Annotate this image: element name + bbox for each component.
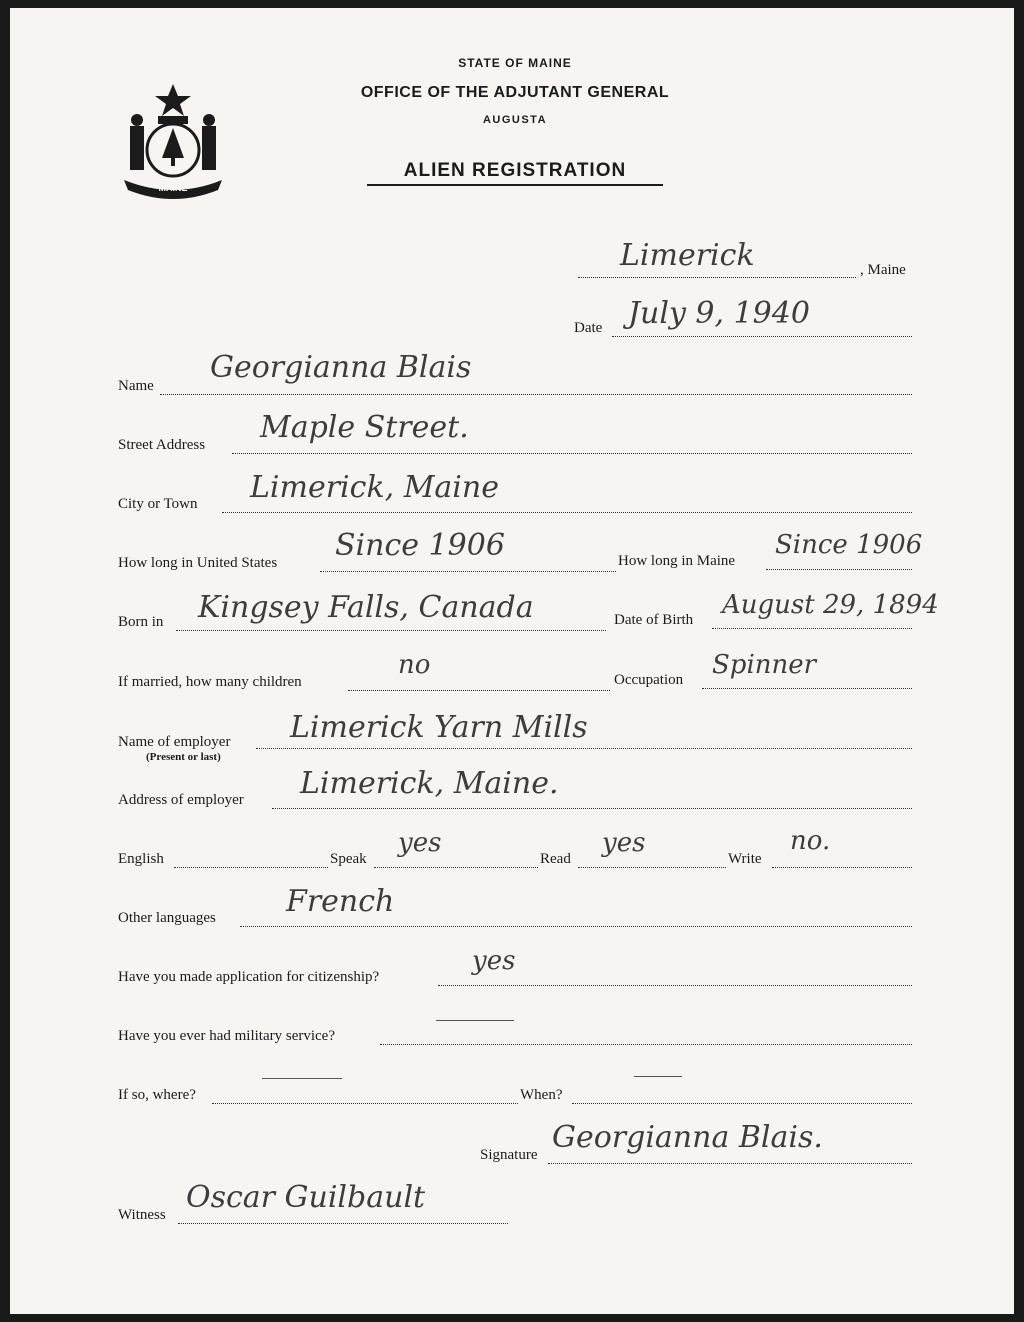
city-line	[222, 512, 912, 513]
speak-label: Speak	[330, 851, 367, 867]
town-line	[578, 277, 856, 278]
when-dash	[634, 1076, 682, 1077]
other-languages-label: Other languages	[118, 910, 216, 926]
form-title: ALIEN REGISTRATION	[367, 160, 663, 186]
witness-value: Oscar Guilbault	[186, 1180, 426, 1215]
children-line	[348, 690, 610, 691]
city-value: Limerick, Maine	[250, 470, 499, 505]
office-heading: OFFICE OF THE ADJUTANT GENERAL	[360, 84, 670, 101]
maine-duration-value: Since 1906	[775, 530, 923, 560]
seal-banner-text: MAINE	[158, 183, 188, 193]
when-line	[572, 1103, 912, 1104]
other-languages-value: French	[286, 884, 395, 919]
state-heading: STATE OF MAINE	[458, 56, 572, 70]
occupation-line	[702, 688, 912, 689]
where-label: If so, where?	[118, 1087, 196, 1103]
name-value: Georgianna Blais	[210, 350, 472, 385]
city-heading: AUGUSTA	[482, 114, 548, 126]
signature-line	[548, 1163, 912, 1164]
employer-value: Limerick Yarn Mills	[290, 710, 588, 745]
employer-sublabel: (Present or last)	[146, 751, 221, 763]
read-value: yes	[602, 828, 646, 858]
employer-line	[256, 748, 912, 749]
read-line	[578, 867, 726, 868]
date-label: Date	[574, 320, 603, 336]
street-label: Street Address	[118, 437, 206, 453]
when-label: When?	[520, 1087, 563, 1103]
birth-date-value: August 29, 1894	[722, 590, 939, 620]
read-label: Read	[540, 851, 571, 867]
form-page	[10, 8, 1014, 1314]
speak-line	[374, 867, 538, 868]
maine-duration-label: How long in Maine	[618, 553, 736, 569]
write-label: Write	[728, 851, 762, 867]
citizenship-value: yes	[472, 946, 516, 976]
witness-label: Witness	[118, 1207, 166, 1223]
speak-value: yes	[398, 828, 442, 858]
other-languages-line	[240, 926, 912, 927]
birthplace-label: Born in	[118, 614, 164, 630]
citizenship-line	[438, 985, 912, 986]
town-suffix: , Maine	[860, 262, 906, 278]
us-duration-label: How long in United States	[118, 555, 278, 571]
city-label: City or Town	[118, 496, 198, 512]
date-value: July 9, 1940	[628, 296, 810, 331]
occupation-value: Spinner	[712, 650, 817, 680]
where-line	[212, 1103, 518, 1104]
employer-address-value: Limerick, Maine.	[300, 766, 559, 801]
street-value: Maple Street.	[260, 410, 469, 445]
birth-date-line	[712, 628, 912, 629]
us-duration-line	[320, 571, 616, 572]
military-service-line	[380, 1044, 912, 1045]
children-value: no	[398, 650, 431, 680]
employer-label: Name of employer	[118, 734, 231, 750]
witness-line	[178, 1223, 508, 1224]
military-service-label: Have you ever had military service?	[118, 1028, 335, 1044]
signature-value: Georgianna Blais.	[552, 1120, 823, 1155]
military-service-dash	[436, 1020, 514, 1021]
street-line	[232, 453, 912, 454]
name-label: Name	[118, 378, 154, 394]
us-duration-value: Since 1906	[335, 528, 505, 563]
occupation-label: Occupation	[614, 672, 684, 688]
date-line	[612, 336, 912, 337]
where-dash	[262, 1078, 342, 1079]
employer-address-line	[272, 808, 912, 809]
name-line	[160, 394, 912, 395]
birthplace-value: Kingsey Falls, Canada	[198, 590, 534, 625]
birthplace-line	[176, 630, 606, 631]
maine-state-seal	[118, 80, 228, 200]
maine-duration-line	[766, 569, 912, 570]
children-label: If married, how many children	[118, 674, 302, 690]
birth-date-label: Date of Birth	[614, 612, 694, 628]
english-label: English	[118, 851, 164, 867]
town-value: Limerick	[620, 238, 755, 273]
employer-address-label: Address of employer	[118, 792, 244, 808]
citizenship-label: Have you made application for citizenship?	[118, 969, 380, 985]
signature-label: Signature	[480, 1147, 538, 1163]
write-value: no.	[790, 826, 831, 856]
english-line	[174, 867, 328, 868]
write-line	[772, 867, 912, 868]
